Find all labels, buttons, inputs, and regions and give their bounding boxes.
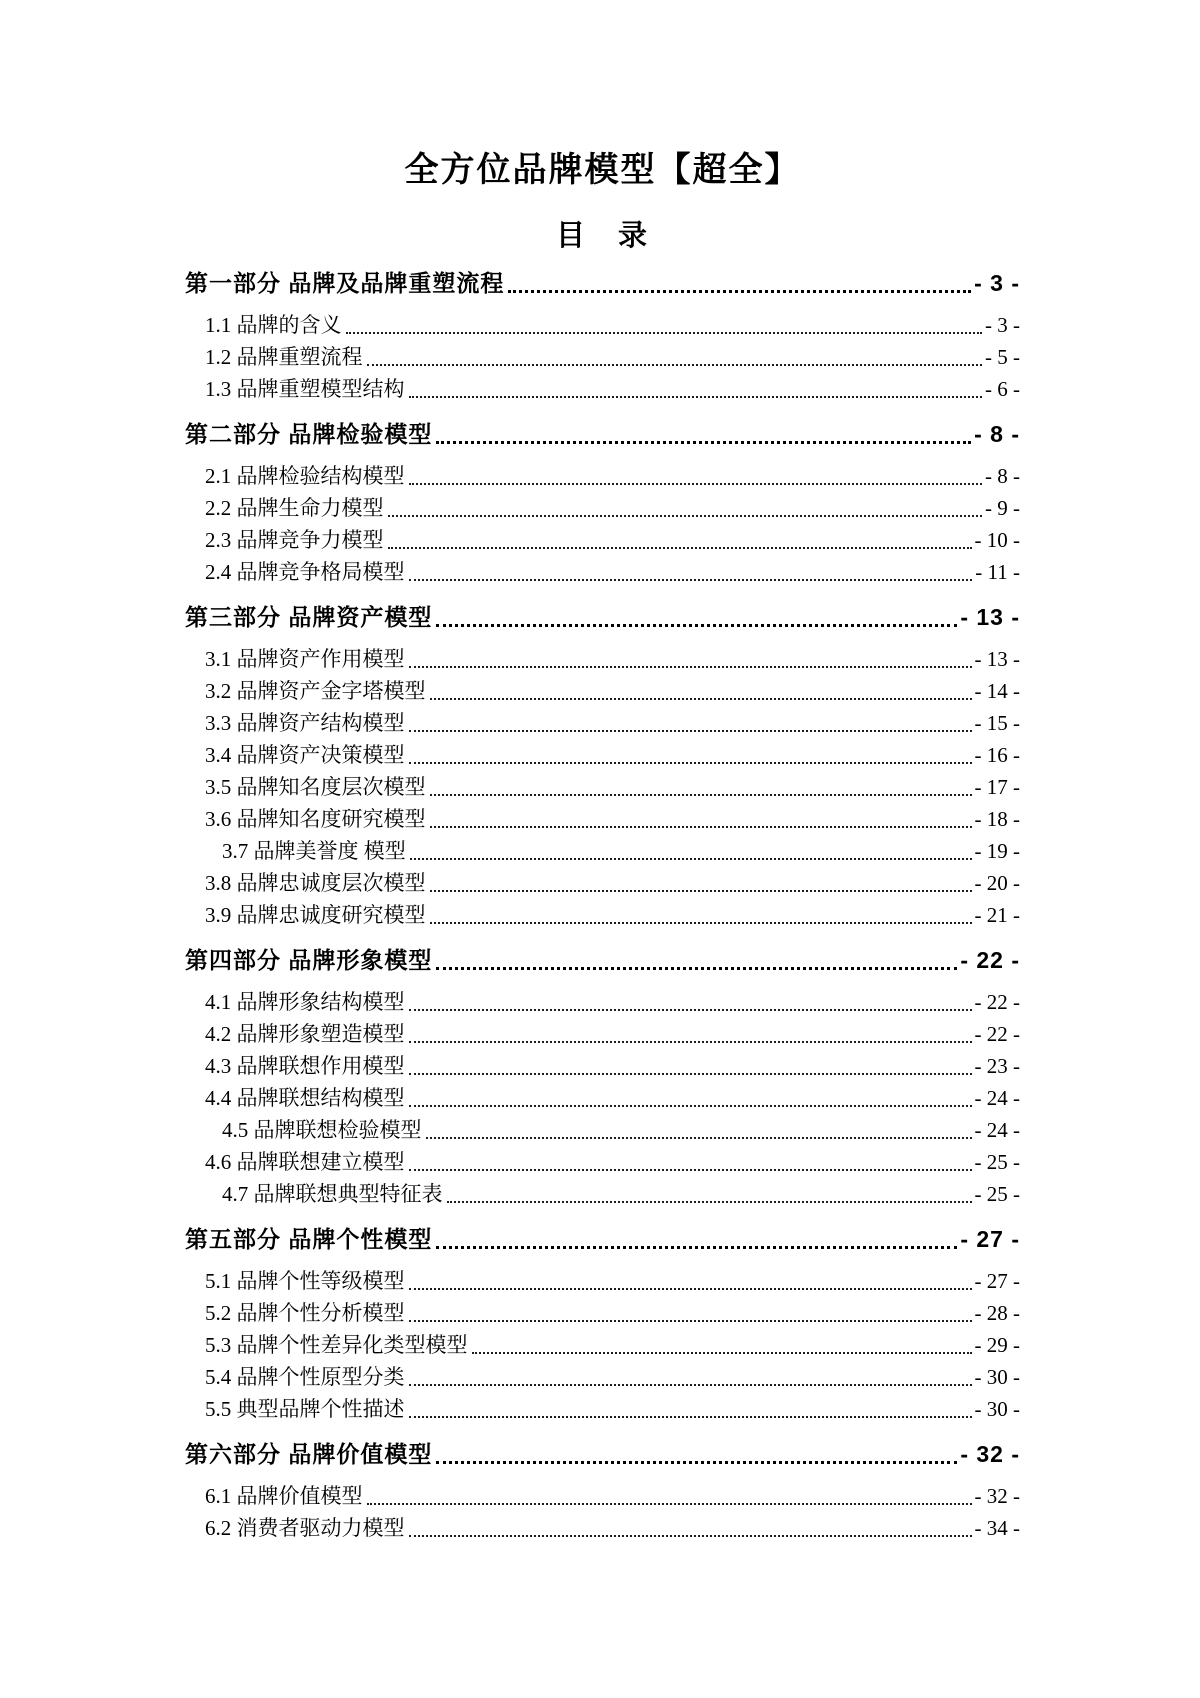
toc-heading: 目 录	[555, 220, 649, 252]
toc-entry-label: 2.1 品牌检验结构模型	[205, 464, 405, 488]
toc-entry[interactable]	[185, 643, 1020, 675]
toc-entry-page-number: - 28 -	[974, 1301, 1020, 1325]
toc-entry-page-number: - 25 -	[974, 1182, 1020, 1206]
toc-entry-page-number: - 24 -	[974, 1118, 1020, 1142]
dotted-leader	[430, 826, 972, 828]
toc-entry-label: 4.3 品牌联想作用模型	[205, 1054, 405, 1078]
toc-entry-page-number: - 20 -	[974, 871, 1020, 895]
toc-entry-label: 4.1 品牌形象结构模型	[205, 990, 405, 1014]
toc-entry-page-number: - 25 -	[974, 1150, 1020, 1174]
toc-entry[interactable]	[185, 867, 1020, 899]
dotted-leader	[409, 1535, 972, 1537]
dotted-leader	[409, 1288, 972, 1290]
dotted-leader	[388, 515, 983, 517]
toc-entry[interactable]	[185, 675, 1020, 707]
dotted-leader	[388, 547, 972, 549]
toc-entry-label: 4.4 品牌联想结构模型	[205, 1086, 405, 1110]
toc-entry-page-number: - 22 -	[960, 947, 1020, 973]
toc-entry[interactable]	[185, 986, 1020, 1018]
toc-entry-label: 1.2 品牌重塑流程	[205, 345, 363, 369]
toc-entry[interactable]	[185, 460, 1020, 492]
toc-entry[interactable]	[185, 803, 1020, 835]
toc-entry[interactable]	[185, 600, 1020, 634]
toc-entry-label: 3.6 品牌知名度研究模型	[205, 807, 426, 831]
toc-entry[interactable]	[185, 1437, 1020, 1471]
dotted-leader	[409, 1041, 972, 1043]
toc-entry-label: 4.2 品牌形象塑造模型	[205, 1022, 405, 1046]
toc-entry-page-number: - 32 -	[974, 1484, 1020, 1508]
dotted-leader	[409, 730, 972, 732]
toc-entry-label: 3.1 品牌资产作用模型	[205, 647, 405, 671]
dotted-leader	[367, 364, 983, 366]
toc-entry-page-number: - 34 -	[974, 1516, 1020, 1540]
dotted-leader	[409, 762, 972, 764]
toc-entry-label: 3.2 品牌资产金字塔模型	[205, 679, 426, 703]
dotted-leader	[447, 1201, 972, 1203]
dotted-leader	[436, 624, 957, 627]
dotted-leader	[430, 922, 972, 924]
toc-entry-page-number: - 30 -	[974, 1397, 1020, 1421]
dotted-leader	[409, 1169, 972, 1171]
dotted-leader	[409, 1105, 972, 1107]
toc-entry[interactable]	[185, 771, 1020, 803]
toc-entry-page-number: - 13 -	[974, 647, 1020, 671]
toc-entry[interactable]	[185, 943, 1020, 977]
toc-entry-page-number: - 32 -	[960, 1441, 1020, 1467]
toc-entry[interactable]	[185, 1393, 1020, 1425]
toc-entry-label: 2.3 品牌竞争力模型	[205, 528, 384, 552]
toc-entry-page-number: - 8 -	[985, 464, 1020, 488]
toc-entry-page-number: - 10 -	[974, 528, 1020, 552]
toc-entry[interactable]	[185, 1114, 1020, 1146]
toc-entry[interactable]	[185, 1146, 1020, 1178]
toc-entry-page-number: - 16 -	[974, 743, 1020, 767]
toc-entry-page-number: - 24 -	[974, 1086, 1020, 1110]
toc-entry[interactable]	[185, 1050, 1020, 1082]
toc-entry-page-number: - 15 -	[974, 711, 1020, 735]
toc-entry-label: 5.2 品牌个性分析模型	[205, 1301, 405, 1325]
toc-entry-page-number: - 5 -	[985, 345, 1020, 369]
toc-entry[interactable]	[185, 417, 1020, 451]
toc-entry[interactable]	[185, 1512, 1020, 1544]
toc-entry[interactable]	[185, 373, 1020, 405]
toc-entry-page-number: - 14 -	[974, 679, 1020, 703]
dotted-leader	[409, 396, 983, 398]
toc-entry-page-number: - 8 -	[974, 421, 1020, 447]
toc-entry-label: 3.5 品牌知名度层次模型	[205, 775, 426, 799]
document-title: 全方位品牌模型【超全】	[404, 151, 801, 189]
toc-entry[interactable]	[185, 1178, 1020, 1210]
dotted-leader	[436, 1246, 957, 1249]
toc-entry-label: 3.9 品牌忠诚度研究模型	[205, 903, 426, 927]
toc-entry-page-number: - 22 -	[974, 990, 1020, 1014]
dotted-leader	[426, 1137, 972, 1139]
toc-entry-label: 1.3 品牌重塑模型结构	[205, 377, 405, 401]
toc-entry[interactable]	[185, 1297, 1020, 1329]
toc-entry[interactable]	[185, 707, 1020, 739]
toc-entry-label: 5.5 典型品牌个性描述	[205, 1397, 405, 1421]
dotted-leader	[409, 1073, 972, 1075]
dotted-leader	[430, 890, 972, 892]
toc-entry[interactable]	[185, 309, 1020, 341]
toc-entry-label: 4.5 品牌联想检验模型	[222, 1118, 422, 1142]
toc-entry-label: 3.4 品牌资产决策模型	[205, 743, 405, 767]
toc-entry-page-number: - 11 -	[975, 560, 1020, 584]
toc-entry-page-number: - 27 -	[960, 1226, 1020, 1252]
dotted-leader	[409, 1320, 972, 1322]
toc-entry-label: 3.7 品牌美誉度 模型	[222, 839, 406, 863]
toc-entry-page-number: - 18 -	[974, 807, 1020, 831]
dotted-leader	[367, 1503, 972, 1505]
toc-entry-page-number: - 23 -	[974, 1054, 1020, 1078]
toc-entry-page-number: - 13 -	[960, 604, 1020, 630]
dotted-leader	[436, 967, 957, 970]
dotted-leader	[409, 1416, 972, 1418]
toc-entry-page-number: - 29 -	[974, 1333, 1020, 1357]
toc-entry-page-number: - 21 -	[974, 903, 1020, 927]
toc-entry-page-number: - 6 -	[985, 377, 1020, 401]
toc-entry-page-number: - 3 -	[974, 270, 1020, 296]
dotted-leader	[346, 332, 983, 334]
dotted-leader	[410, 858, 972, 860]
dotted-leader	[409, 666, 972, 668]
toc-entry[interactable]	[185, 1222, 1020, 1256]
toc-entry-label: 5.3 品牌个性差异化类型模型	[205, 1333, 468, 1357]
toc-entry[interactable]	[185, 899, 1020, 931]
toc-entry[interactable]	[185, 1265, 1020, 1297]
toc-entry-page-number: - 27 -	[974, 1269, 1020, 1293]
toc-entry[interactable]	[185, 556, 1020, 588]
toc-entry-label: 第六部分 品牌价值模型	[185, 1441, 433, 1467]
toc-entry-label: 1.1 品牌的含义	[205, 313, 342, 337]
toc-entry-label: 6.2 消费者驱动力模型	[205, 1516, 405, 1540]
toc-entry[interactable]	[185, 1018, 1020, 1050]
toc-entry[interactable]	[185, 835, 1020, 867]
toc-entry-page-number: - 22 -	[974, 1022, 1020, 1046]
toc-entry-label: 3.3 品牌资产结构模型	[205, 711, 405, 735]
toc-entry-label: 第一部分 品牌及品牌重塑流程	[185, 270, 505, 296]
toc-entry-page-number: - 9 -	[985, 496, 1020, 520]
dotted-leader	[430, 794, 972, 796]
toc-entry-page-number: - 19 -	[974, 839, 1020, 863]
toc-entry-label: 3.8 品牌忠诚度层次模型	[205, 871, 426, 895]
toc-entry-label: 第二部分 品牌检验模型	[185, 421, 433, 447]
dotted-leader	[409, 1009, 972, 1011]
toc-entry-page-number: - 17 -	[974, 775, 1020, 799]
toc-entry-label: 4.7 品牌联想典型特征表	[222, 1182, 443, 1206]
toc-entry-label: 2.2 品牌生命力模型	[205, 496, 384, 520]
toc-entry[interactable]	[185, 1480, 1020, 1512]
toc-entry[interactable]	[185, 266, 1020, 300]
toc-entry[interactable]	[185, 492, 1020, 524]
dotted-leader	[472, 1352, 972, 1354]
toc-entry[interactable]	[185, 341, 1020, 373]
dotted-leader	[409, 483, 983, 485]
dotted-leader	[508, 290, 971, 293]
toc-entry-label: 第四部分 品牌形象模型	[185, 947, 433, 973]
toc-entry[interactable]	[185, 1361, 1020, 1393]
toc-entry-page-number: - 3 -	[985, 313, 1020, 337]
toc-entry-label: 第五部分 品牌个性模型	[185, 1226, 433, 1252]
dotted-leader	[436, 441, 971, 444]
toc-entry-label: 5.1 品牌个性等级模型	[205, 1269, 405, 1293]
toc-list	[185, 266, 1020, 1544]
dotted-leader	[430, 698, 972, 700]
toc-entry-label: 第三部分 品牌资产模型	[185, 604, 433, 630]
toc-entry-label: 6.1 品牌价值模型	[205, 1484, 363, 1508]
toc-entry-label: 5.4 品牌个性原型分类	[205, 1365, 405, 1389]
toc-entry-label: 2.4 品牌竞争格局模型	[205, 560, 405, 584]
toc-entry-page-number: - 30 -	[974, 1365, 1020, 1389]
dotted-leader	[409, 579, 973, 581]
dotted-leader	[436, 1461, 957, 1464]
toc-entry[interactable]	[185, 739, 1020, 771]
toc-entry[interactable]	[185, 524, 1020, 556]
dotted-leader	[409, 1384, 972, 1386]
toc-entry-label: 4.6 品牌联想建立模型	[205, 1150, 405, 1174]
toc-entry[interactable]	[185, 1329, 1020, 1361]
toc-entry[interactable]	[185, 1082, 1020, 1114]
